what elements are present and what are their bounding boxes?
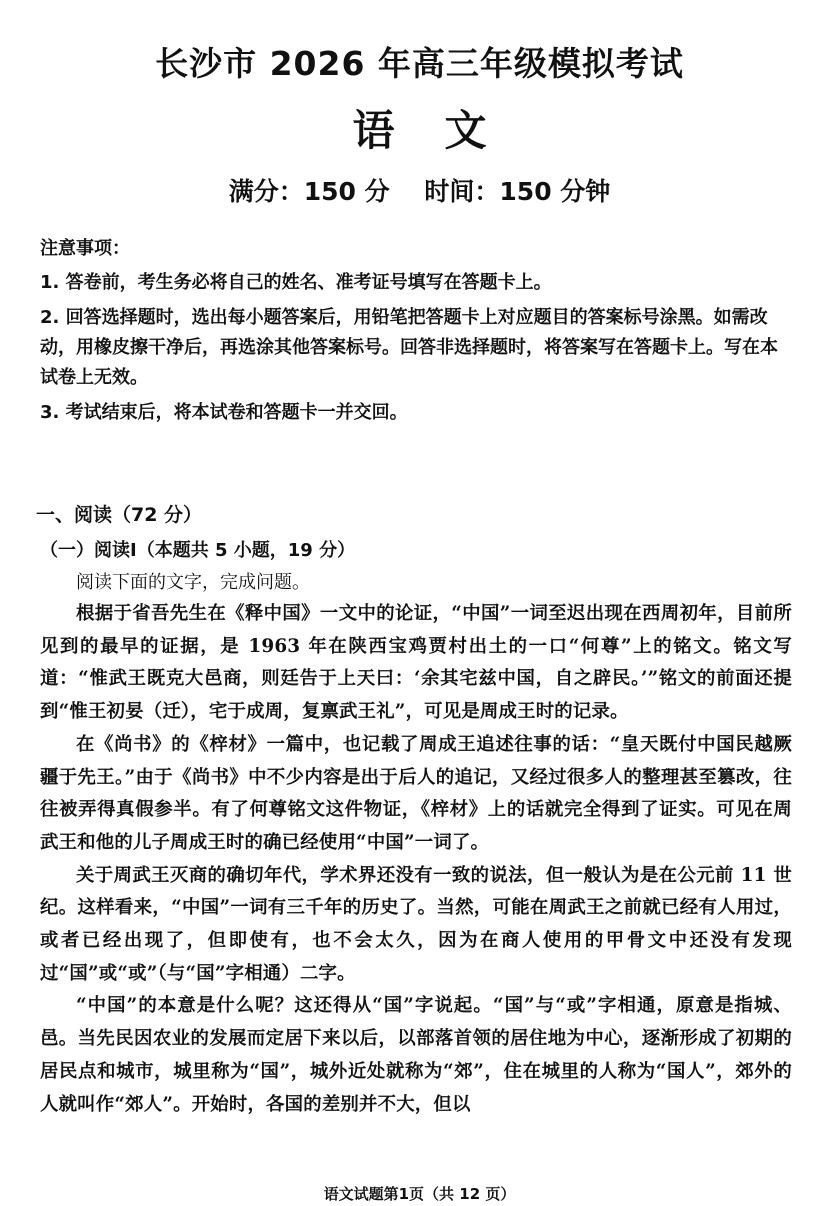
notice-item: 1. 答卷前，考生务必将自己的姓名、准考证号填写在答题卡上。 [40,272,552,293]
passage-paragraph: 根据于省吾先生在《释中国》一文中的论证，“中国”一词至迟出现在西周初年，目前所见到的最早的证据，是 1963 年在陕西宝鸡贾村出土的一口“何尊”上的铭文。铭文写道：“惟武王既克大邑商，则廷告于上天曰：‘余其宅兹中国，自之辟民。’”铭文的前面还提到“惟王初妟（迁），宅于成周，复禀武王礼”，可见是周成王时的记录。 [40,603,792,723]
subsection-title: （一）阅读Ⅰ（本题共 5 小题，19 分） [40,540,356,561]
score-time-line: 满分：150 分 时间：150 分钟 [228,177,611,206]
page-footer: 语文试题第1页（共 12 页） [323,1185,516,1203]
passage-paragraph: “中国”的本意是什么呢？这还得从“国”字说起。“国”与“或”字相通，原意是指城、邑。当先民因农业的发展而定居下来以后，以部落首领的居住地为中心，逐渐形成了初期的居民点和城市，城里称为“国”，城外近处就称为“郊”，住在城里的人称为“国人”，郊外的人就叫作“郊人”。开始时，各国的差别并不大，但以 [40,995,792,1115]
notice-heading: 注意事项： [40,238,130,259]
passage-paragraph: 在《尚书》的《梓材》一篇中，也记载了周成王追述往事的话：“皇天既付中国民越厥疆于先王。”由于《尚书》中不少内容是出于后人的追记，又经过很多人的整理甚至篡改，往往被弄得真假参半。有了何尊铭文这件物证，《梓材》上的话就完全得到了证实。可见在周武王和他的儿子周成王时的确已经使用“中国”一词了。 [40,733,792,853]
exam-title: 长沙市 2026 年高三年级模拟考试 [155,44,684,83]
notice-item: 3. 考试结束后，将本试卷和答题卡一并交回。 [40,402,408,423]
passage-paragraph: 关于周武王灭商的确切年代，学术界还没有一致的说法，但一般认为是在公元前 11 世纪。这样看来，“中国”一词有三千年的历史了。当然，可能在周武王之前就已经有人用过，或者已经出现了，但即使有，也不会太久，因为在商人使用的甲骨文中还没有发现过“国”或“或”（与“国”字相通）二字。 [40,864,792,984]
notice-block [40,234,790,433]
section-title: 一、阅读（72 分） [36,504,203,526]
reading-passage [40,598,792,1121]
reading-instruction: 阅读下面的文字，完成问题。 [76,572,310,593]
notice-item: 2. 回答选择题时，选出每小题答案后，用铅笔把答题卡上对应题目的答案标号涂黑。如需改动，用橡皮擦干净后，再选涂其他答案标号。回答非选择题时，将答案写在答题卡上。写在本试卷上无效。 [40,307,778,388]
subject-title: 语文 [352,106,537,155]
